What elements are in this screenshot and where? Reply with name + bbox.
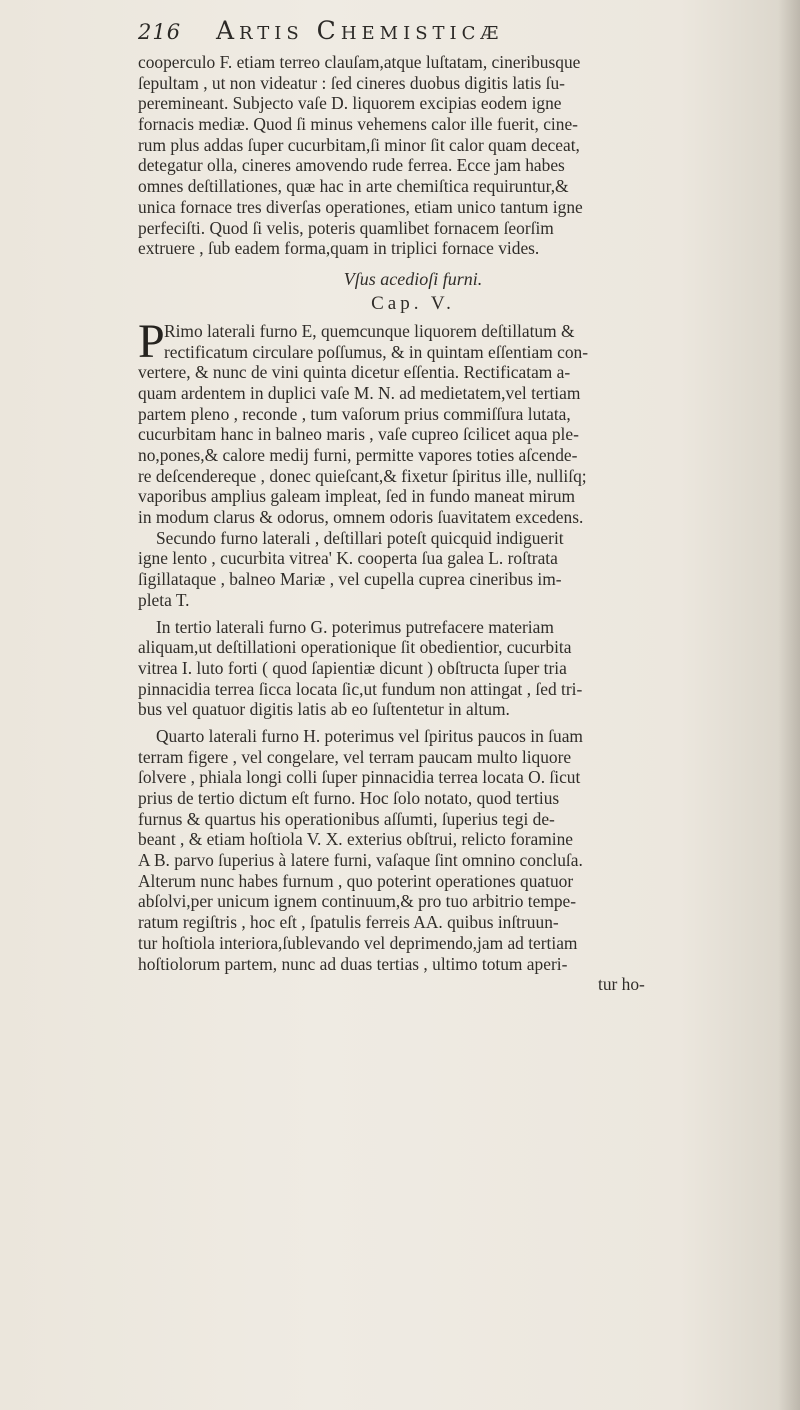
- text-line: detegatur olla, cineres amovendo rude ferrea. Ecce jam habes: [138, 155, 565, 176]
- text-line: bus vel quatuor digitis latis ab eo ſuſtentetur in altum.: [138, 699, 510, 720]
- text-line: Rimo laterali furno E, quemcunque liquorem deſtillatum &: [164, 320, 575, 341]
- text-line: hoſtiolorum partem, nunc ad duas tertias , ultimo totum aperi-: [138, 953, 568, 974]
- drop-capital: P: [138, 314, 165, 368]
- running-title: Artis Chemisticæ: [216, 16, 504, 45]
- paragraph-quarto: [138, 726, 778, 974]
- text-line: A B. parvo ſuperius à latere furni, vaſaque ſint omnino concluſa.: [138, 850, 583, 871]
- paragraph-tertio: [138, 617, 778, 720]
- text-line: rum plus addas ſuper cucurbitam,ſi minor ſit calor quam deceat,: [138, 134, 580, 155]
- text-line: terram figere , vel congelare, vel terram paucam multo liquore: [138, 746, 572, 767]
- text-line: rectificatum circulare poſſumus, & in quintam eſſentiam con-: [164, 341, 588, 362]
- text-line: vertere, & nunc de vini quinta dicetur eſſentia. Rectificatam a-: [138, 362, 571, 383]
- text-line: partem pleno , reconde , tum vaſorum prius commiſſura lutata,: [138, 403, 571, 424]
- opening-paragraph: [138, 52, 778, 259]
- page-number: 216: [138, 20, 182, 44]
- text-line: vitrea I. luto forti ( quod ſapientiæ dicunt ) obſtructa ſuper tria: [138, 657, 567, 678]
- text-line: aliquam,ut deſtillationi operationique ſit obedientior, cucurbita: [138, 637, 572, 658]
- chapter-title: Vſus acedioſi furni.: [343, 268, 483, 289]
- catchword: tur ho-: [598, 974, 645, 995]
- page-edge-shadow: [778, 0, 800, 1410]
- text-line: extruere , ſub eadem forma,quam in triplici fornace vides.: [138, 238, 540, 259]
- text-line: re deſcendereque , donec quieſcant,& fixetur ſpiritus ille, nulliſq;: [138, 465, 587, 486]
- text-line: fornacis mediæ. Quod ſi minus vehemens calor ille fuerit, cine-: [138, 114, 578, 135]
- text-line: quam ardentem in duplici vaſe M. N. ad medietatem,vel tertiam: [138, 382, 581, 403]
- text-line: prius de tertio dictum eſt furno. Hoc ſolo notato, quod tertius: [138, 788, 560, 808]
- text-line: ratum regiſtris , hoc eſt , ſpatulis ferreis AA. quibus inſtruun-: [138, 912, 559, 933]
- text-line: cooperculo F. etiam terreo clauſam,atque luſtatam, cineribusque: [138, 52, 581, 72]
- text-line: tur hoſtiola interiora,ſublevando vel deprimendo,jam ad tertiam: [138, 932, 578, 953]
- text-line: abſolvi,per unicum ignem continuum,& pro tuo arbitrio tempe-: [138, 891, 577, 912]
- running-head: [138, 14, 778, 50]
- text-line: Alterum nunc habes furnum , quo poterint operationes quatuor: [138, 870, 574, 891]
- paragraph-primo: [138, 314, 778, 528]
- text-line: peremineant. Subjecto vaſe D. liquorem excipias eodem igne: [138, 93, 562, 114]
- text-line: vaporibus amplius galeam impleat, ſed in fundo maneat mirum: [138, 486, 576, 507]
- text-line: ſolvere , phiala longi colli ſuper pinnacidia terrea locata O. ſicut: [138, 767, 581, 788]
- text-line: unica fornace tres diverſas operationes, etiam unico tantum igne: [138, 196, 583, 217]
- text-line: no,pones,& calore medij furni, permitte vapores toties aſcende-: [138, 445, 578, 465]
- text-line: Quarto laterali furno H. poterimus vel ſpiritus paucos in ſuam: [156, 725, 583, 746]
- paragraph-secundo: [138, 528, 778, 611]
- text-line: In tertio laterali furno G. poterimus putrefacere materiam: [156, 616, 554, 637]
- text-line: ſigillataque , balneo Mariæ , vel cupella cuprea cineribus im-: [138, 569, 562, 590]
- chapter-label: Cap. V.: [371, 292, 455, 314]
- text-line: beant , & etiam hoſtiola V. X. exterius obſtrui, relicto foramine: [138, 829, 573, 850]
- text-line: ſepultam , ut non videatur : ſed cineres duobus digitis latis ſu-: [138, 72, 565, 93]
- text-line: omnes deſtillationes, quæ hac in arte chemiſtica requiruntur,&: [138, 176, 569, 197]
- text-line: pinnacidia terrea ſicca locata ſic,ut fundum non attingat , ſed tri-: [138, 678, 583, 699]
- text-line: perfeciſti. Quod ſi velis, poteris quamlibet fornacem ſeorſim: [138, 217, 554, 238]
- text-line: cucurbitam hanc in balneo maris , vaſe cupreo ſcilicet aqua ple-: [138, 424, 579, 445]
- text-line: igne lento , cucurbita vitrea' K. cooperta ſua galea L. roſtrata: [138, 548, 558, 569]
- text-line: Secundo furno laterali , deſtillari poteſt quicquid indiguerit: [156, 527, 564, 548]
- text-line: in modum clarus & odorus, omnem odoris ſuavitatem excedens.: [138, 507, 584, 528]
- text-block: [138, 52, 778, 995]
- text-line: pleta T.: [138, 589, 190, 610]
- text-line: furnus & quartus his operationibus aſſumti, ſuperius tegi de-: [138, 808, 555, 829]
